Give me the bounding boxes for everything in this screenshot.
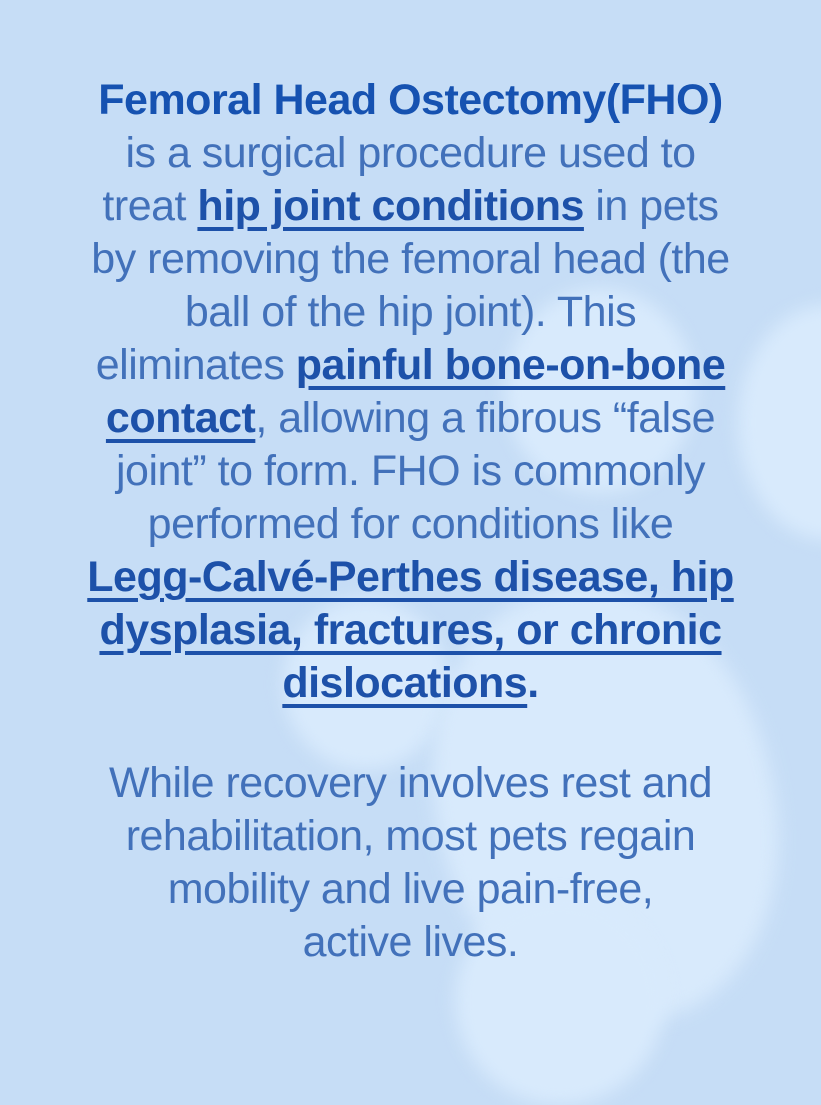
paragraph-1 bbox=[0, 127, 821, 710]
text-line bbox=[0, 757, 821, 810]
text-span: mobility and live pain-free, bbox=[167, 865, 654, 913]
text-span: is a surgical procedure used to bbox=[125, 129, 696, 177]
text-span: in pets bbox=[583, 182, 719, 230]
text-span: eliminates bbox=[95, 341, 296, 389]
text-line bbox=[0, 127, 821, 180]
text-span: treat bbox=[102, 182, 198, 230]
text-line bbox=[0, 180, 821, 233]
text-line bbox=[0, 445, 821, 498]
text-span: active lives. bbox=[302, 918, 519, 966]
text-span: performed for conditions like bbox=[147, 500, 674, 548]
text-span: rehabilitation, most pets regain bbox=[125, 812, 696, 860]
text-line bbox=[0, 339, 821, 392]
text-line bbox=[0, 916, 821, 969]
text-line bbox=[0, 863, 821, 916]
text-span: by removing the femoral head (the bbox=[91, 235, 730, 283]
text-link[interactable]: painful bone-on-bone bbox=[295, 341, 726, 389]
text-line bbox=[0, 233, 821, 286]
text-link[interactable]: dislocations bbox=[282, 659, 528, 707]
text-line bbox=[0, 392, 821, 445]
text-line bbox=[0, 604, 821, 657]
paragraph-2 bbox=[0, 757, 821, 969]
text-line bbox=[0, 498, 821, 551]
text-span: ball of the hip joint). This bbox=[184, 288, 637, 336]
text-span: , allowing a fibrous “false bbox=[255, 394, 716, 442]
text-link[interactable]: contact bbox=[105, 394, 256, 442]
text-line bbox=[0, 551, 821, 604]
page-title: Femoral Head Ostectomy(FHO) bbox=[98, 76, 723, 124]
text-span: While recovery involves rest and bbox=[109, 759, 712, 807]
text-line bbox=[0, 657, 821, 710]
text-line bbox=[0, 286, 821, 339]
text-line bbox=[0, 810, 821, 863]
text-span: . bbox=[527, 659, 539, 707]
text-span: joint” to form. FHO is commonly bbox=[116, 447, 705, 495]
text-link[interactable]: hip joint conditions bbox=[197, 182, 584, 230]
text-link[interactable]: Legg-Calvé-Perthes disease, hip bbox=[87, 553, 734, 601]
text-link[interactable]: dysplasia, fractures, or chronic bbox=[99, 606, 722, 654]
